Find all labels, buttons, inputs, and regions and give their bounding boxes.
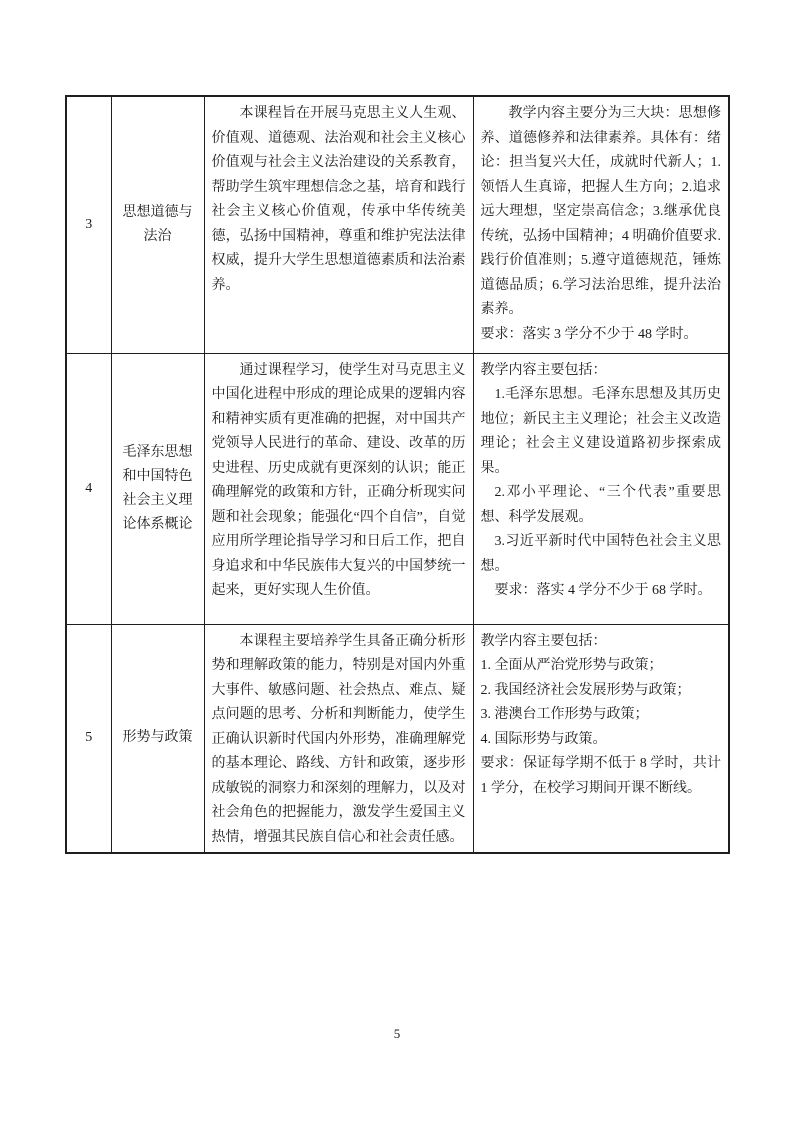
table-row [66,353,729,624]
content-item: 2.邓小平理论、“三个代表”重要思想、科学发展观。 [480,485,721,525]
description-paragraph: 本课程主要培养学生具备正确分析形势和理解政策的能力，特别是对国内外重大事件、敏感问题、社会热点、难点、疑点问题的思考、分析和判断能力，使学生正确认识新时代国内外形势，准确理解党的基本理论、路线、方针和政策，逐步形成敏锐的洞察力和深刻的理解力，以及对社会角色的把握能力，激发学生爱国主义热情，增强其民族自信心和社会责任感。 [211,633,466,845]
content-paragraph: 教学内容主要包括： [480,633,607,649]
course-name: 毛泽东思想和中国特色社会主义理论体系概论 [111,353,204,624]
content-item: 2. 我国经济社会发展形势与政策； [480,682,691,698]
course-description-cell [204,624,473,853]
course-index: 4 [66,353,111,624]
description-paragraph: 本课程旨在开展马克思主义人生观、价值观、道德观、法治观和社会主义核心价值观与社会主义法治建设的关系教育，帮助学生筑牢理想信念之基，培育和践行社会主义核心价值观，传承中华传统美德，弘扬中国精神，尊重和维护宪法法律权威，提升大学生思想道德素质和法治素养。 [211,106,466,293]
course-index: 3 [66,96,111,353]
content-requirement: 要求：保证每学期不低于 8 学时，共计 1 学分，在校学习期间开课不断线。 [480,756,721,796]
page-number: 5 [393,1026,401,1041]
content-paragraph: 教学内容主要分为三大块：思想修养、道德修养和法律素养。具体有：绪论：担当复兴大任，成就时代新人；1.领悟人生真谛，把握人生方向；2.追求远大理想，坚定崇高信念；3.继承优良传统，弘扬中国精神；4 明确价值要求.践行价值准则；5.遵守道德规范，锤炼道德品质；6.学习法治思维，提升法治素养。 [480,106,721,317]
content-requirement: 要求：落实 3 学分不少于 48 学时。 [480,326,698,342]
content-item: 4. 国际形势与政策。 [480,731,607,747]
table-row [66,624,729,853]
content-requirement: 要求：落实 4 学分不少于 68 学时。 [494,583,712,598]
content-item: 1. 全面从严治党形势与政策； [480,658,663,673]
course-name: 形势与政策 [111,624,204,853]
teaching-content-cell [473,96,729,353]
teaching-content-cell [473,624,729,853]
content-item: 1.毛泽东思想。毛泽东思想及其历史地位；新民主主义理论；社会主义改造理论；社会主义建设道路初步探索成果。 [480,387,721,476]
content-item: 3. 港澳台工作形势与政策； [480,707,649,722]
course-table [65,95,730,854]
course-name: 思想道德与法治 [111,96,204,353]
course-description-cell [204,96,473,353]
content-item: 3.习近平新时代中国特色社会主义思想。 [480,534,721,574]
teaching-content-cell [473,353,729,624]
description-paragraph: 通过课程学习，使学生对马克思主义中国化进程中形成的理论成果的逻辑内容和精神实质有更准确的把握，对中国共产党领导人民进行的革命、建设、改革的历史进程、历史成就有更深刻的认识；能正确理解党的政策和方针，正确分析现实问题和社会现象；能强化“四个自信”，自觉应用所学理论指导学习和日后工作，把自身追求和中华民族伟大复兴的中国梦统一起来，更好实现人生价值。 [211,362,466,598]
course-index: 5 [66,624,111,853]
course-description-cell [204,353,473,624]
table-row [66,96,729,353]
content-paragraph: 教学内容主要包括： [480,362,607,378]
